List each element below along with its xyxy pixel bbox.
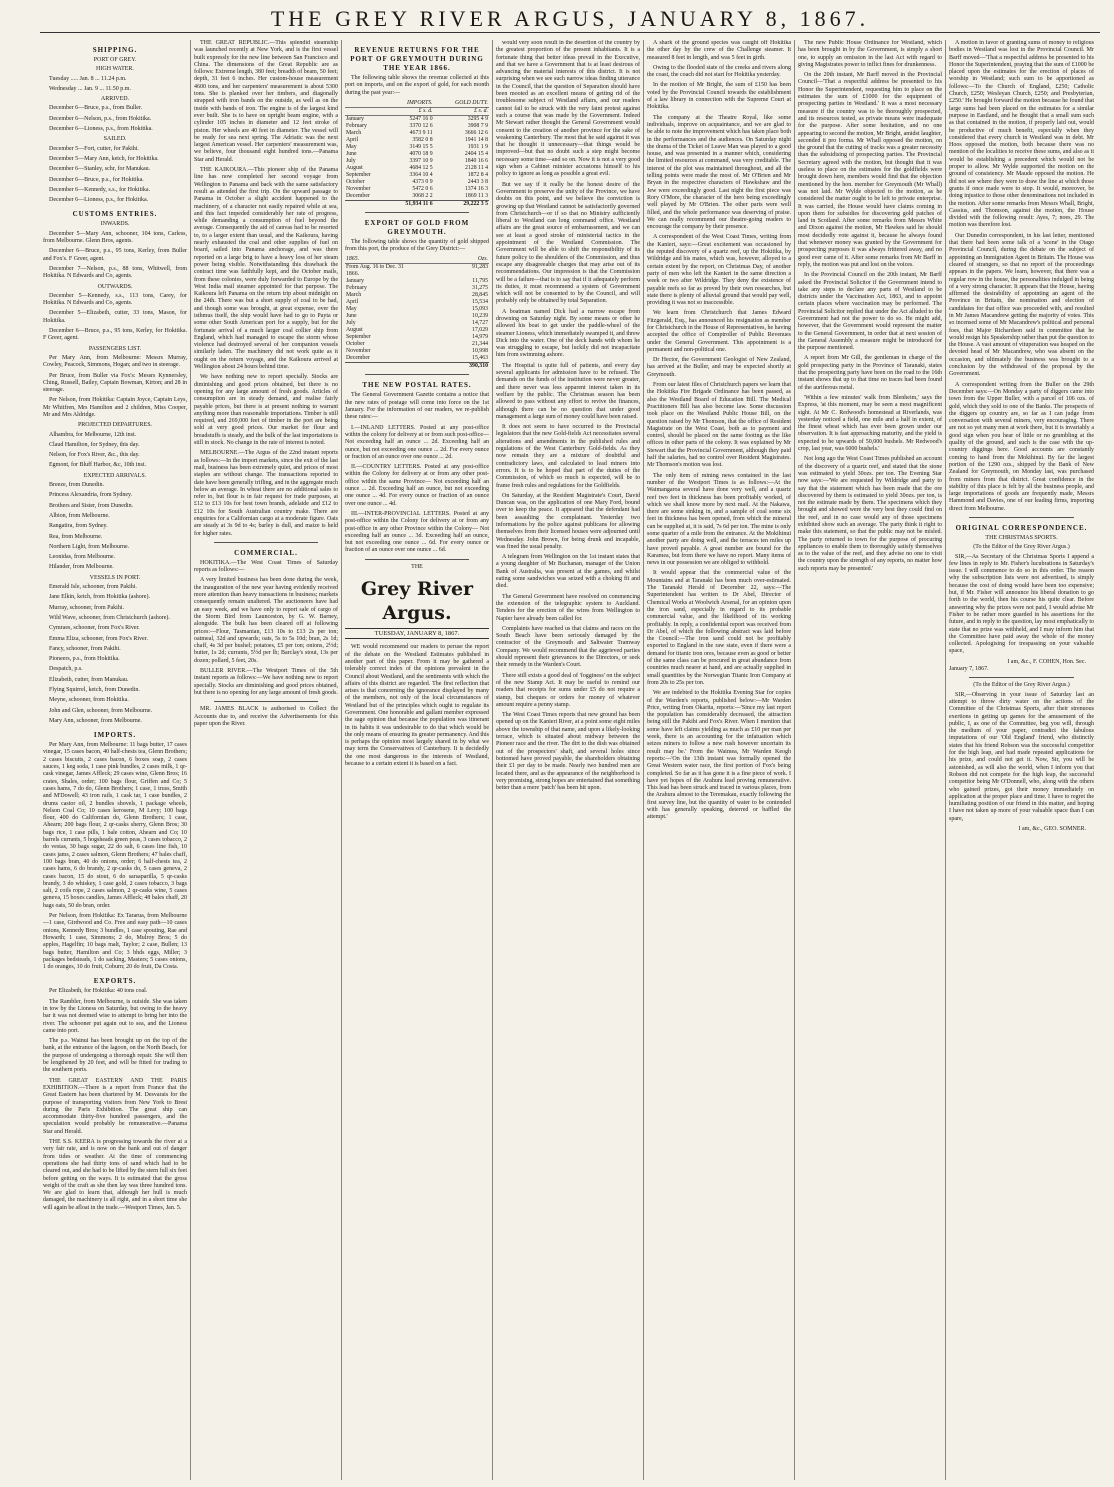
table-cell: June [346, 150, 357, 157]
editorial-paragraph: WE would recommend our readers to peruse the report of the debate on the Westland Estimates published in another part of this paper. From it may be gathered a tolerably correct index of the opinions prevalent in the Council about Westland, and the sentiments with which the affairs of this district are regarded. The first reflection that arises is that concerning the ignorance displayed by many of the members, not only of the local circumstances of Westland but of the principles which ought to regulate its Government. One honorable and gallant member expressed the sage opinion that because the population was itinerant in its habits it was undesirable to do that which would be the only means of ensuring its greater permanency. And this is perhaps the opinion most largely shared in by what we may term the Conservatives of Canterbury. It is decidedly the one most dangerous to the interests of Westland, because to a certain extent it is based on a fact. [345, 644, 489, 768]
news-paragraph: Dr Hector, the Government Geologist of New Zealand, has arrived at the Buller, and may be expected shortly at Greymouth. [647, 357, 791, 378]
letter-2-signature: I am, &c., GEO. SOMNER. [1018, 825, 1086, 832]
table-cell: 2443 3 8 [467, 178, 488, 185]
news-paragraph: Not long ago the West Coast Times published an account of the discovery of a quartz reef, and stated that the stone was estimated to yield 30ozs. per ton. The Evening Star now says:—'We are requested by Wildridge and party to say that the statement which has been made that the ore discovered by them is estimated to yield 30ozs. per ton, is not the estimate made by them. The specimens which they brought and showed were the very best they could find on the reef, and in no case would any of those specimens exhibited show such an average. The party think it right to make this statement, so that the public may not be misled. The party returned to town for the purpose of procuring appliances to enable them to thoroughly satisfy themselves as to the value of the reef, and they advise no one to visit the country upon the strength of any reports, no matter how such reports may be presented.' [798, 456, 942, 572]
table-cell: 3364 10 4 [409, 171, 433, 178]
table-cell: 4684 12 5 [409, 164, 433, 171]
table-row [345, 264, 489, 272]
postal-heading: THE NEW POSTAL RATES. [362, 381, 472, 390]
port-heading: PORT OF GREY. [93, 57, 137, 63]
editorial-paragraph: Complaints have reached us that claims and races on the South Beach have been seriously damaged by the contractor of the Greymouth and Saltwater Tramway Company. We would recommend that the aggrieved parties should represent their grievances to the Directors, or seek their remedy in the Warden's Court. [496, 625, 640, 669]
news-items [647, 40, 791, 822]
table-cell: May [346, 143, 357, 150]
table-cell: February [346, 285, 367, 292]
news-paragraph: The p.s. Wainui has been brought up on the top of the bank, at the entrance of the lagoon, on the North Beach, for the purpose of undergoing a thorough repair. She will then be lengthened by 20 feet, and will be fitted for trading to the southern ports. [43, 1038, 187, 1074]
table-cell: 11,795 [472, 278, 488, 285]
passengers-label: PASSENGERS LIST. [88, 345, 142, 352]
table-cell: June [346, 313, 357, 320]
news-items [194, 40, 338, 538]
vessel-entry: Emma Eliza, schooner, from Fox's River. [49, 635, 148, 642]
table-cell: 10,239 [472, 313, 488, 320]
vessel-entry: Jane Elkin, ketch, from Hokitika (ashore). [49, 594, 150, 601]
table-cell: 3149 15 5 [409, 143, 433, 150]
news-paragraph: On the 20th instant, Mr Barff moved in the Provincial Council—'That a respectful address be presented to his Honor the Superintendent, requesting him to place on the estimates the sum of £1000 for the equipment of prospecting parties in Westland.' It was a most necessary measure if the country was to be thoroughly prospected, and its resources tested, as private means were inadequate for the purpose. After some hesitation, and no one appearing to second the motion, Mr Bright, amidst laughter, seconded it pro forma. Mr Whall opposed the motion, on the ground that the cutting of tracks was a greater necessity than the subsidising of prospecting parties. The Provincial Secretary agreed with the motion, but thought that it was useless to place on the estimates for the goldfields were brought down here, members would find that the objection mentioned by the hon. member for Greymouth (Mr Whall) was not laid. Mr Wylde objected to the motion, as he considered the matter ought to be left to private enterprise. It was carried, the House would have claims coming in upon them for subsidies for discovering gold patches of land in Scotland. After some remarks from Messrs White and Dixon against the motion, Mr Hawkes said he should most decidedly vote against it, because he always found that whenever money was granted by the Government for prospecting purposes it was always frittered away, and no good ever came of it. After some remarks from Mr Barff in reply, the motion was put and lost on the voices. [798, 72, 942, 268]
news-paragraph: Our Dunedin correspondent, in his last letter, mentioned that there had been some talk of a 'scene' in the Otago Provincial Council, during the debate on the subject of appointing an Immigration Agent in Britain. The House was cleared of strangers, so that no report of the proceedings appears in the papers. We learn, however, that there was a regular row in the house, the personalities indulged in being of a very strong character. It appears that the House, having affirmed the desirability of appointing an agent of the Province in Britain, the nomination and election of candidates for that office was proceeded with, and resulted in Mr James Macandrew getting the majority of votes. This so incensed some of Mr Macandrew's political and personal foes, that Major Richardson said in committee that he would resign his Speakership rather than put the question to the House. A vast amount of vituperation was heaped on the devoted head of Mr Macandrew, who was absent on the occasion, and ultimately the business was brought to a conclusion by the withdrawal of the proposal by the Government. [949, 232, 1094, 378]
table-row [345, 355, 489, 363]
postal-paragraph: III.—INTER-PROVINCIAL LETTERS. Posted at any post-office within the Colony for delivery at or from any post-office in any other Province within the Colony— Not exceeding half an ounce ... 3d. Exceeding half an ounce, but not exceeding one ounce ... 6d. For every ounce or fraction of an ounce over one ounce ... 6d. [345, 510, 489, 554]
table-cell: Ozs. [452, 256, 489, 264]
news-paragraph: Owing to the flooded state of the creeks and rivers along the coast, the coach did not start for Hokitika yesterday. [647, 64, 791, 79]
inwards-entry: December 7—Nelson, p.s., 88 tons, Whitwell, from Hokitika. N Edwards and Co, agents. [43, 265, 187, 280]
correspondence-heading: ORIGINAL CORRESPONDENCE. [955, 524, 1088, 532]
customs-heading: CUSTOMS ENTRIES. [72, 210, 158, 219]
table-cell: March [346, 129, 362, 136]
vessel-entry: Emerald Isle, schooner, from Pakihi. [49, 584, 137, 591]
letter-1-address: (To the Editor of the Grey River Argus.) [973, 544, 1070, 551]
table-cell: October [346, 178, 365, 185]
editorial-paragraph: It does not seem to have occurred to the Provincial legislators that the new Gold-fields Act necessitates several alterations and amendments in the published rules and regulations of the West Canterbury Gold-fields. As they now remain they are a mixture of doubtful and contradictory laws, and calculated to lead miners into errors. It is to be hoped that part of the duties of the Commission, of which so much is expected, will be to frame fresh rules and regulations for the Goldfields. [496, 424, 640, 489]
table-cell: 31,275 [472, 285, 488, 292]
table-cell: 29,222 3 5 [434, 200, 489, 208]
table-cell: 3370 12 6 [409, 122, 433, 129]
editorial-paragraph: There still exists a good deal of 'fogginess' on the subject of the new Stamp Act. It may be useful to remind our readers that receipts for sums under £5 do not require a stamp, but cheques or orders for money of whatever amount require a penny stamp. [496, 672, 640, 708]
inwards-entry: December 5—Mary Ann, schooner, 104 tons, Carless, from Melbourne. Glenn Bros, agents. [43, 230, 187, 245]
table-cell: 15,534 [472, 299, 488, 306]
revenue-heading: REVENUE RETURNS FOR THE PORT OF GREYMOUTH DURING THE YEAR 1866. [350, 46, 484, 72]
vessel-entry: Fancy, schooner, from Pakihi. [49, 645, 121, 652]
table-row [345, 320, 489, 327]
table-cell: 1374 16 3 [464, 185, 488, 192]
exports-heading: EXPORTS. [93, 977, 137, 986]
table-cell: 14,727 [472, 320, 488, 327]
vessel-entry: Flying Squirrel, ketch, from Dunedin. [49, 687, 140, 693]
table-cell: 1941 14 8 [464, 136, 488, 143]
departure-entry: Nelson, for Fox's River, &c., this day. [49, 452, 140, 459]
table-cell: November [346, 348, 371, 355]
table-row [345, 306, 489, 313]
revenue-intro: The following table shows the revenue collected at this port on imports, and on the export of gold, for each month during the past year:— [345, 75, 489, 96]
sailing-entry: December 6—Lioness, p.s., for Hokitika. [49, 197, 149, 204]
news-paragraph: In the motion of Mr Bright, the sum of £150 has been voted by the Provincial Council towards the establishment of a law library in connection with the Supreme Court at Hokitika. [647, 82, 791, 111]
table-cell: 2128 11 4 [465, 164, 488, 171]
table-row [345, 123, 489, 130]
editorial-paragraph: The West Coast Times reports that new ground has been opened up on the Kanieri River, at a point some eight miles above the township of that name, and upon a likely-looking terrace, which is situated about midway between the Pioneer race and the river. The dirt to the dish was obtained out of the prospectors' shaft, and several holes since bottomed have proved payable, the shareholders obtaining their £1 per day to be made. Nearly two hundred men are located there, and as the appearance of the neighborhood is very promising, strong hopes are entertained that something better than a mere 'patch' has been hit upon. [496, 712, 640, 792]
sailing-entry: December 6—Stanley, schr, for Manukau. [49, 166, 151, 173]
table-cell: August [346, 164, 363, 171]
news-items [949, 40, 1094, 513]
table-row [345, 165, 489, 172]
editorial-paragraph: The General Government have resolved on commencing the extension of the telegraphic system to Auckland. Tenders for the erection of the wires from Wellington to Napier have already been called for. [496, 593, 640, 622]
table-cell: 1872 8 4 [467, 171, 488, 178]
table-cell: 3397 10 9 [409, 157, 433, 164]
inwards-label: INWARDS. [100, 221, 130, 228]
gold-heading: EXPORT OF GOLD FROM GREYMOUTH. [364, 218, 470, 236]
postal-paragraph: I.—INLAND LETTERS. Posted at any post-office within the colony for delivery at or from such post-office— Not exceeding half an ounce ... 2d. Exceeding half an ounce, but not exceeding one ounce ... 2d. For every ounce or fraction of an ounce over one ounce ... 2d. [345, 424, 489, 460]
table-header-row [345, 107, 489, 115]
table-row [345, 327, 489, 334]
outwards-entry: December 5—Elizabeth, cutter, 33 tons, Mason, for Hokitika. [43, 310, 187, 324]
table-cell: 4373 0 9 [412, 178, 433, 185]
table-cell: 17,029 [472, 327, 488, 334]
news-paragraph: It would appear that the commercial value of the Mountains and at Taranaki has been much over-estimated. The Taranaki Herald of December 22, says:—The Superintendent has written to Dr Abel, Director of Chemical Works at Woolwich Arsenal, for an opinion upon the iron sand, especially in regard to its probable commercial value, and the likelihood of its working profitably. In reply, a confidential report was received from Dr Abel, of which the following abstract was laid before the Council:—The iron sand could not be profitably exported to England in the raw state, even if there were a demand for titanic iron ores, because even as good or better of the same class can be procured in great abundance from countries much nearer at hand, and are actually supplied in small quantities by the Norwegian Titanic Iron Company at from 20s to 25s per ton. [647, 570, 791, 686]
vessels-label: VESSELS IN PORT. [89, 574, 141, 581]
table-cell [345, 107, 387, 115]
table-cell: 390,310 [452, 363, 489, 371]
newspaper-columns [40, 40, 1100, 1480]
divider [365, 559, 469, 560]
table-cell: 3068 2 2 [412, 192, 433, 199]
news-paragraph: A correspondent writing from the Buller on the 29th December says:—On Monday a party of diggers came into town from the Upper Buller, with a parcel of 106 ozs. of gold, which they sold to one of the Banks. The prospects of the diggers up country are, so far as I can judge from conversation with several miners, very encouraging. There are not so yet many men at work there, but it is invariably a good sign when you hear of little or no grumbling at the quality of the ground, and such is the case with the up-country diggings here. Good accounts are constantly coming to hand from the Mokihinui. By far the largest portion of the 1290 ozs., shipped by the Bank of New Zealand for Greymouth, on Monday last, was purchased from miners from that district. Great confidence in the stability of this place is felt by all the business people, and large importations of goods are frequently made, Messrs Hammond and Davies, one of our leading firms, importing direct from Melbourne. [949, 381, 1094, 512]
inwards-list [43, 231, 187, 281]
table-cell: September [346, 334, 371, 341]
expected-list [43, 482, 187, 572]
sailing-entry: December 5—Fort, cutter, for Pakihi. [49, 145, 139, 152]
table-cell: September [346, 171, 371, 178]
arrival-expected-entry: Rea, from Melbourne. [49, 533, 103, 540]
sailing-entry: December 6—Bruce, p.s., for Hokitika. [49, 176, 144, 183]
shipping-news [43, 999, 187, 1212]
news-paragraph: The only item of mining news contained in the last number of the Westport Times is as follows:—At the Waimangaroa several have done very well, and a quartz reef two feet in thickness has been profitably worked, of which we shall know more by next mail. At the Nakawa, there are some sinking in, and a sample of coal some six feet in thickness has been opened, from which the mineral can be supplied at, it is said, 7s 6d per ton. The mine is only some quarter of a mile from the entrance. At the Mokihinui another party are doing well, and the terraces ten miles up have proved payable. A great number are bound for the Karamea, but from there we have no report. Many items of news in our possession we are obliged to withhold. [647, 472, 791, 567]
table-cell: April [346, 299, 359, 306]
editorial-paragraph: The Hospital is quite full of patients, and every day several applicants for admission have to be refused. The demands on the funds of the institution were never greater, and there never was less apparent interest taken in its welfare by the public. The Christmas season has been allowed to pass without any effort to revive the finances, although there can be no question that under good management a large sum of money could have been raised. [496, 362, 640, 420]
editorial-paragraph: On Saturday, at the Resident Magistrate's Court, David Duncan was, on the application of one Mary Ford, bound over to keep the peace. It appeared that the defendant had been assaulting the complainant. Yesterday two informations by the police against publicans for allowing themselves from their licensed houses were adjourned until Wednesday. John Brown, for being drunk and incapable, was fined the usual penalty. [496, 492, 640, 550]
vessel-entry: Pioneers, p.s., from Hokitika. [49, 656, 120, 663]
table-row [345, 271, 489, 278]
imports-text-2: Per Nelson, from Hokitika: Ex Tararua, from Melbourne—1 case, Girdwood and Co. Free and easy path—10 cases onions, Kennedy Bros; 3 bundles, 1 case spouting, Rae and Howarth; 1 case, Simmons; 2 do, Mulroy Bros; 5 do apples, Hagelfin; 10 bags malt, Taylor; 2 case, Bullen; 13 bags butter, Hamilton and Co; 3 bhds eggs, Miller; 3 packages bedsteads, 1 do sacking, Masters; 5 cases onions, 1 do oranges, 10 do fruit, Coburn; 20 do fruit, Da Costa. [43, 913, 187, 971]
table-row [345, 130, 489, 137]
arrival-entry: December 6—Bruce, p.s., from Buller. [49, 105, 143, 112]
news-paragraph: We are indebted to the Hokitika Evening Star for copies of the Warden's reports, published below:—Mr Warden Price, writing from Okarita, reports:—'Since my last report the population has considerably decreased, the attraction being still the Pakihi and Fox's River. When I mention that some have left claims yielding as much as £10 per man per week, there is an accounting for the infatuation which seizes miners to follow a new rush however uncertain its result may be.' From the Waimea, Mr Warden Keogh reports:—'On the 13th instant was formally opened the Great Western water race, the first portion of Fox's being completed. So far as it has gone it is a fine piece of work. I have yet hopes of the Arahura lead proving remunerative. This lead has been struck and traced in various places, from the Arahura almost to the Teremakau, exactly following the first survey line, but the quantity of water to be contended with has generally speaking, deterred or baffled the attempt.' [647, 690, 791, 821]
divider [969, 517, 1074, 518]
table-cell: January [346, 115, 365, 122]
projected-label: PROJECTED DEPARTURES. [77, 422, 153, 429]
column-6 [795, 40, 946, 1480]
table-cell [345, 363, 452, 371]
imports-heading: IMPORTS. [93, 731, 137, 740]
arrival-entry: December 6—Nelson, p.s., from Hokitika. [49, 115, 152, 122]
arrival-expected-entry: Princess Alexandria, from Sydney. [49, 492, 133, 499]
divider [365, 374, 469, 375]
table-row [345, 278, 489, 285]
news-paragraph: A motion in favor of granting sums of money to religious bodies in Westland was lost in the Provincial Council. Mr Barff moved—'That a respectful address be presented to his Honor the Superintendent, praying that the sum of £1000 be placed upon the estimates for the erection of places of worship in Westland; such sum to be apportioned as follows:—To the Church of England, £250; Catholic Church, £250; Wesleyan Church, £250; and Presbyterian, £250.' He brought forward the motion because he found that large sums had been placed on the estimates for a similar purpose in Eastland, and he thought that a small sum such as that contained in the motion, if properly laid out, would be productive of much benefit, especially when they considered that every church in Westland was in debt. Mr Hoos opposed the motion, both because there was no mention of the localities to receive these sums, and also as it would be establishing a precedent which would not be proper to allow. Mr Wylde supported the motion on the ground of consistency. Mr Maude opposed the motion. He did not see where they were to draw the line at which those grants if once made were to stop. It would, moreover, be doing injustice to those other denominations not included in the motion. After some remarks from Messrs Whall, Bright, Cassius, and Thomson, against the motion, the House divided with the following result: Ayes, 7; noes, 29. The motion was therefore lost. [949, 40, 1094, 229]
letter-1-signature: I am, &c., F. COHEN, Hon. Sec. [1007, 658, 1086, 665]
table-cell: April [346, 136, 359, 143]
table-cell: July [346, 157, 356, 164]
flag-the: THE [411, 563, 423, 570]
table-cell: 3295 4 9 [467, 115, 488, 122]
outwards-list [43, 293, 187, 343]
table-cell: December [346, 355, 370, 362]
commercial-heading: COMMERCIAL. [234, 548, 298, 557]
news-paragraph: The company at the Theatre Royal, like some individuals, improve on acquaintance, and we are glad to be able to note the improvement which has taken place both in the performances and the audiences. On Saturday night the drama of the Ticket of Leave Man was played to a good house, and was presented in a manner which, considering the limited resources at command, was very creditable. The interest of the plot was maintained throughout, and all the telling points were made the most of. Mr O'Brien and Mr Bryan in the respective characters of Hawkshaw and the Jew were exceedingly good. Last night the first piece was Rory O'More, the character of the hero being exceedingly well played by Mr O'Brien. The other parts were well filled, and the whole performance was deserving of praise. We can really recommend our theatre-going readers to encourage the company by their presence. [647, 114, 791, 231]
sailing-entry: December 6—Kennedy, s.s., for Hokitika. [49, 186, 151, 193]
tide-row: Tuesday ..... Jan. 8 ... 11.24 p.m. [49, 75, 127, 82]
table-header-row [345, 100, 489, 108]
table-row [345, 179, 489, 186]
table-row [345, 299, 489, 306]
table-row [345, 313, 489, 320]
news-paragraph: THE KAIKOURA.—This pioneer ship of the Panama line has now completed her second voyage from Wellington to Panama and back with the same satisfactory result as attended the first trip. On the upward passage to Panama in October a slight accident happened to the machinery, of a character not easily repaired while at sea, and this fact impeded considerably her rate of progress, while demanding a consumption of fuel beyond the average. Consequently the aid of canvas had to be resorted to, to a larger extent than usual, and the Kaikoura, having nearly exhausted the coal and other supplies of fuel on board, sailed into Panama anchorage, and was there reported on a large brig to have a heavy loss of her steam power being visible. Notwithstanding this drawback the contract time was faithfully kept, and the October mails, from these colonies, were duly forwarded to Europe by the West India mail steamer appointed for that purpose. The Kaikoura left Panama on the return trip about midnight on the 24th. There was but a short supply of coal to be had, and though some was brought, at great expense, over the isthmus itself, the ship would have had to go to Payta or some other South American port for a supply, but for the fortunate arrival of a much larger coal collier ship from England, which had managed to escape the storm whose violence had destroyed several of her companion vessels similarly laden. The machinery did not work quite as it ought on the return voyage, and the Kaikoura arrived at Wellington about 24 hours behind time. [194, 167, 338, 371]
table-cell: 4673 9 11 [409, 129, 433, 136]
divider [214, 542, 318, 543]
table-cell: GOLD DUTY. [434, 100, 489, 108]
news-paragraph: In the Provincial Council on the 20th instant, Mr Barff asked the Provincial Solicitor if the Government intend to take any steps to declare any parts of Westland to be districts under the Vaccination Act, 1863, and to appoint certain places where vaccination may be performed. The Provincial Solicitor replied that under the Act alluded to the Government had not the power to do so. He might add, however, that the Government would represent the matter to the General Government, in order that at next session of the General Assembly a measure might be introduced for the purpose mentioned. [798, 272, 942, 352]
news-paragraph: THE S.S. KEERA is progressing towards the river at a very fair rate, and is now on the bank and out of danger from tides or weather. At the time of commencing operations she had thirty tons of sand which had to be cleared out, and she had to be lifted by the stern full six feet before getting on the ways. It is estimated that the gross weight of the craft as she then lay was three hundred tons. We are glad to learn that, although her hull is much damaged, the machinery is all right, and in a short time she will again be afloat in the trade.—Westport Times, Jan. 5. [43, 1139, 187, 1211]
column-2 [191, 40, 342, 1480]
column-5 [644, 40, 795, 1480]
arrival-expected-entry: Rangatira, from Sydney. [49, 523, 108, 530]
vessel-entry: Elizabeth, cutter, from Manukau. [49, 676, 129, 683]
tide-list [43, 76, 187, 94]
commercial-items [194, 577, 338, 697]
table-cell: 5472 0 6 [412, 185, 433, 192]
table-cell: November [346, 185, 371, 192]
outwards-label: OUTWARDS. [97, 283, 133, 290]
passenger-entry: Per Nelson, from Hokitika: Captain Joyce, Captain Leys, Mr Whitfren, Mrs Hamilton and 2 children, Miss Cooper, Mr and Mrs Aldridge. [43, 397, 187, 418]
news-paragraph: We have nothing new to report specially. Stocks are diminishing and good prices obtained, but there is no opening for any large amount of fresh goods. Articles of consumption are in steady demand, and realise fairly payable prices, but there is at present nothing to warrant anything more than reasonable importations. Timber is still required, and 269,000 feet of timber in the port are being sold at very good prices. Our market for flour and breadstuffs is steady, and the bulk of the last importations is still in stock. No change in the rate of interest is noted. [194, 374, 338, 447]
column-7 [946, 40, 1097, 1480]
table-row [345, 186, 489, 193]
news-items [798, 40, 942, 573]
table-cell: 28,845 [472, 292, 488, 299]
table-row [345, 292, 489, 299]
expected-label: EXPECTED ARRIVALS. [83, 472, 147, 479]
table-cell: May [346, 306, 357, 313]
postal-items [345, 392, 489, 554]
table-row [345, 172, 489, 179]
outwards-entry: December 5—Kennedy, s.s., 113 tons, Carey, for Hokitika. N Edwards and Co, agents. [43, 292, 187, 307]
arrival-entry: December 6—Lioness, p.s., from Hokitika. [49, 126, 153, 133]
table-row [345, 341, 489, 348]
table-row [345, 158, 489, 165]
editorial-paragraph: would very soon result in the desertion of the country by the greatest proportion of the present inhabitants. It is a fortunate thing that better ideas prevail in the Executive, and that we have a Government that is at least desirous of advancing the material interests of this district. It is not surprising when we see such narrow ideas finding utterance in the Council, that the question of Separation should have been mooted as an excellent means of getting rid of the troublesome subject of Westland affairs, and our readers cannot fail to be struck with the very faint protest against such a course that was made by the Government. Indeed Mr Stewart rather thought the General Government would consent to the creation of another province for the sake of weakening Canterbury. The most that he said against it was that he thought it unnecessary—that things would be improved—but that no doubt such a step might become necessary some time—and so on. Now it is not a very good sign when a Cabinet minister accustoms himself to his policy to ignore as long as possible a great evil. [496, 40, 640, 178]
table-row [345, 193, 489, 201]
postal-paragraph: II.—COUNTRY LETTERS. Posted at any post-office within the Colony for delivery at or from any other post-office within the same Province— Not exceeding half an ounce ... 2d. Exceeding half an ounce, but not exceeding one ounce ... 4d. For every ounce or fraction of an ounce over one ounce ... 4d. [345, 464, 489, 507]
issue-date: TUESDAY, JANUARY 8, 1867. [345, 628, 489, 639]
sailing-entry: December 5—Mary Ann, ketch, for Hokitika. [49, 155, 159, 162]
table-cell: 2404 15 4 [464, 150, 488, 157]
editorial-paragraph: A telegram from Wellington on the 1st instant states that a young daughter of Mr Buchanan, manager of the Union Bank of Australia, was present at the games, and whilst eating some sandwiches was seized with a choking fit and died. [496, 554, 640, 590]
arrival-expected-entry: Hilander, from Melbourne. [49, 564, 114, 571]
passengers-list [43, 355, 187, 419]
table-cell: 51,934 11 6 [387, 200, 433, 208]
column-3 [342, 40, 493, 1480]
inwards-entry: December 6—Bruce, p.s., 95 tons, Kerley, from Buller and Fox's. F Greer, agent. [43, 248, 187, 262]
table-cell: 5247 16 0 [409, 115, 433, 122]
projected-list [43, 432, 187, 470]
column-1 [40, 40, 191, 1480]
revenue-table [345, 100, 489, 208]
table-cell: 15,093 [472, 306, 488, 313]
table-cell: IMPORTS. [387, 100, 433, 108]
arrival-expected-entry: Leonidas, from Melbourne. [49, 554, 115, 561]
vessel-entry: Cymraes, schooner, from Fox's River. [49, 625, 140, 632]
news-paragraph: We learn from Christchurch that James Edward Fitzgerald, Esq., has announced his resignation as member for Christchurch in the House of Representatives, he having accepted the office of Comptroller of Public Revenues under the General Government. This appointment is a permanent and non-political one. [647, 310, 791, 353]
arrived-list [43, 105, 187, 133]
table-cell [452, 271, 489, 278]
table-header-row [345, 256, 489, 264]
letter-1-date: January 7, 1867. [949, 666, 989, 673]
news-paragraph: The new Public House Ordinance for Westland, which has been brought in by the Government, is simply a short one, to supply an omission in the last Act with regard to giving Magistrates power to inflict fines for drunkenness. [798, 40, 942, 68]
sailed-list [43, 146, 187, 205]
table-cell: 1865. [345, 256, 452, 264]
table-cell: From Aug. 16 to Dec. 31 [346, 264, 404, 271]
column-4 [493, 40, 644, 1480]
passenger-entry: Per Mary Ann, from Melbourne: Messrs Murray, Cowley, Peacock, Simmons, Hogan; and two in steerage. [43, 354, 187, 369]
table-cell: February [346, 122, 367, 129]
table-row [345, 137, 489, 144]
table-total-row [345, 363, 489, 371]
table-row [345, 285, 489, 292]
table-cell: January [346, 278, 365, 285]
divider [214, 701, 318, 702]
news-paragraph: A shark of the ground species was caught off Hokitika the other day by the crew of the Challenge steamer. It measured 8 feet in length, and was 5 feet in girth. [647, 40, 791, 61]
newspaper-flag: Grey River Argus. [360, 578, 474, 625]
commercial-paragraph: BULLER RIVER.—The Westport Times of the 5th instant reports as follows:—We have nothing new to report specially. Stocks are diminishing and good prices obtained, but there is no opening for any large amount of fresh goods. [194, 668, 338, 696]
correspondence-subheading: THE CHRISTMAS SPORTS. [985, 535, 1058, 541]
commercial-sub: HOKITIKA.—The West Coast Times of Saturday reports as follows:— [194, 559, 338, 574]
arrival-expected-entry: Breeze, from Dunedin. [49, 482, 104, 489]
editorial [345, 644, 489, 768]
editorial-paragraph: But we say if it really be the honest desire of the Government to preserve the unity of the Province, we have doubts on this point, and we believe the conviction is growing up that Westland cannot be satisfactorily governed from Christchurch—or if so that no Ministry sufficiently liberal to Westland can long command office. Westland affairs are the great source of embarrassment, and we can see at least a good stroke of ministerial tactics in the appointment of the Westland Commission. The Government will be able to shift the responsibility of its future policy to the shoulders of the Commission, and thus escape any disagreeable charges that may arise out of its recommendations. Our impression is that the Commission will be a failure—that is to say that if it adequately perform its duties, it must recommend a system of Government which will not be consented to by the Council, and will probably only be obtained by total Separation. [496, 181, 640, 305]
news-paragraph: THE GREAT EASTERN AND THE PARIS EXHIBITION.—There is a report from France that the Great Eastern has been chartered by M. Desvarais for the purpose of transporting visitors from New York to Brest during the Paris Exhibition. The great ship can accommodate thirty-five hundred passengers, and the speculation would probably be remunerative.—Panama Star and Herald. [43, 1077, 187, 1135]
table-cell: 3666 12 6 [464, 129, 488, 136]
departure-entry: Egmont, for Bluff Harbor, &c, 10th inst. [49, 462, 146, 469]
table-cell [345, 200, 387, 208]
advertisement: MR. JAMES BLACK is authorised to Collect the Accounts due to, and receive the Advertisements for this paper upon the River. [194, 706, 338, 727]
editorial-continued [496, 40, 640, 792]
passenger-entry: Per Bruce, from Buller via Fox's: Messrs Kynnersley, Ching, Russell, Bailey, Captain Bowman, Kirton; and 28 in steerage. [43, 372, 187, 394]
table-cell: October [346, 341, 365, 348]
sailed-label: SAILED. [103, 136, 127, 143]
news-paragraph: From our latest files of Christchurch papers we learn that the Hokitika Fire Brigade Ordinance has been passed, as also the Westland Board of Education Bill. The Medical Practitioners Bill has also become law. Some discussion took place on the Westland Public House Bill, on the question raised by Mr Thomson, that the office of Resident Magistrate on the West Coast, both as to payment and control, should be placed on the same footing as the like offices in other parts of the colony. It was explained by Mr Stewart that the Provincial Government, although they paid half the salaries, had no control over Resident Magistrates. Mr Thomson's motion was lost. [647, 382, 791, 469]
table-cell: March [346, 292, 362, 299]
table-cell [345, 100, 387, 108]
table-cell: 4070 18 9 [409, 150, 433, 157]
tide-row: Wednesday ... Jan. 9 ... 11.50 p.m. [49, 85, 131, 92]
table-row [345, 348, 489, 355]
table-cell: August [346, 327, 363, 334]
arrival-expected-entry: Albion, from Melbourne. [49, 512, 110, 519]
letter-2-body: SIR,—Observing in your issue of Saturday last an attempt to throw dirty water on the actions of the Committee of the Christmas Sports, after their strenuous exertions in getting up games for the amusement of the public, I, as one of the Committee, beg you will, through the medium of your paper, contradict the fabulous imputations of our 'Old England' friend, who distinctly states that his friend Robson was the successful competitor for the high leap, and had made repeated applications for his prize, and could not get it. Now, Sir, you will be astonished, as will also the world, when I inform you that Robson did not compete for the high leap, the successful competitor being Mr O'Donnell, who, along with the others who gained prizes, got their money immediately on application at the proper place and time. I have to regret the humiliating position of our friend in this matter, and hoping I have not taken up more of your valuable space than I can spare, [949, 691, 1094, 822]
table-cell: 3908 7 9 [467, 122, 488, 129]
table-cell: £ s. d. [387, 107, 433, 115]
table-cell: 1840 16 6 [464, 157, 488, 164]
table-cell: 91,283 [472, 264, 488, 271]
table-cell: 21,344 [472, 341, 488, 348]
news-paragraph: The Rambler, from Melbourne, is outside. She was taken in tow by the Lioness on Saturday, but owing to the heavy bar it was not deemed wise to attempt to bring her into the river. The schooner put again out to sea, and the Lioness came into port. [43, 998, 187, 1034]
vessel-entry: Murray, schooner, from Pakihi. [49, 604, 125, 611]
table-row [345, 334, 489, 341]
shipping-heading: SHIPPING. [92, 46, 138, 54]
letter-1-body: SIR,—As Secretary of the Christmas Sports I append a few lines in reply to Mr. Fisher's lucubrations in Saturday's issue. I will commence to do so in this order. The reason why the subscription lists were not advertised, is simply because the cost of doing would have been too expensive; but, if Mr. Fisher will announce his liberal donation to go forth to the world, then his course his quite clear. Before answering why the prizes were not paid, I would advise Mr Fisher to be rather more guarded in his assertions for the future, and in reply to the question, lay most emphatically to state that no prize was withheld, and I may inform him that the Committee have paid away the whole of the money collected. Apologising for trespassing on your valuable space, [949, 553, 1094, 655]
table-cell: 14,979 [472, 334, 488, 341]
news-paragraph: A correspondent of the West Coast Times, writing from the Kanieri, says:—Great excitement was occasioned by the reputed discovery of a quartz reef, up the Hokitika, by Wildridge and his mates, which was, however, alloyed to a certain extent by the report, on Christmas Day, of another party of men who left the Kanieri in the same direction a week or two after Wildridge. They deny the existence of payable reefs so far as proved by their own researches, but state there is plenty of alluvial ground that would pay well, providing it was not so inaccessible. [647, 234, 791, 307]
commercial-paragraph: A very limited business has been done during the week, the inauguration of the new year having evidently received more attention than heavy transactions in business; markets consequently remain unaltered. The auctioneers have had an easy week, and we have only to report sale of cargo of the Storm Bird from Launceston, by G. W. Barney, alongside. The bulk has been cleared off at following prices:—Flour, Tasmanian, £13 10s to £13 2s per ton; oatmeal, 32d and upwards; oats, 5s to 5s 10d; bran, 2s 1d; chaff, 4s 3d per bushel; potatoes, £5 per ton; onions, 2½d; butter, 1s 2d; currants, 5½d per lb; Barclay's stout, 13s per dozen; pollard, 5 feet, 20s. [194, 577, 338, 664]
exports-text: Per Elizabeth, for Hokitika: 40 tons coal. [49, 988, 148, 995]
vessel-entry: John and Glen, schooner, from Melbourne. [49, 707, 153, 714]
postal-paragraph: The General Government Gazette contains a notice that the new rates of postage will come into force on the 1st January. For the information of our readers, we re-publish these rates:— [345, 392, 489, 421]
table-cell: December [346, 192, 370, 199]
table-cell: 10,998 [472, 348, 488, 355]
arrived-label: ARRIVED. [100, 96, 130, 103]
table-cell: July [346, 320, 356, 327]
imports-text: Per Mary Ann, from Melbourne: 11 bags butter, 17 cases vinegar, 15 cases bacon, 40 half-chests tea, Glenn Brothers; 2 cases biscuits, 2 cases bacon, 6 boxes soap, 2 cases sauces, 1 keg soda, 1 case pink bundles, 2 cases milk, 1 qr-cask vinegar, James Affleck; 29 cases wine, Glenn Bros; 16 crates, Shales, order; 100 bags flour, Griffen and Co; 5 cases hams, 7 do do, Glenn Brothers; 1 case, 1 truss, Smith and M'Dowell; 43 iron rails, 1 cask tar, 1 case bundles, 2 drums castor oil, 2 bundles shovels, 1 package wheels, Nelson Coal Co; 10 cases kerosene, M Levy; 100 bags flour, 400 do Californian do, Glenn Brothers; 1 case, Ahearn; 200 bags flour, 2 qr-casks sherry, Glenn Bros; 30 bags rice, 1 case pills, 1 bale cotton, Ahearn and Co; 10 barrels currants, 5 hogsheads green peas, 3 cases tobacco, 2 do vestas, 30 bags sugar, 22 do salt, 6 cases line fish, 10 cases jams, 2 cases salmon, Glenn Brothers; 47 bales chaff, 100 bags bran, 40 do onions, order; 6 half-chests tea, 2 cases hams, 6 do brandy, 2 qr-casks do, 5 cases geneva, 2 cases bacon, 15 do stout, 6 do sarsaparilla, 5 qr-casks brandy, 3 do whiskey, 1 case gold, 2 cases tobacco, 3 bags salt, 2 coils rope, 2 cases salmon, 2 qr-casks wine, 5 cases geneva, 15 boxes candles, James Affleck; 48 bales chaff, 20 bags oats, 50 do bran, order. [43, 742, 187, 909]
divider [365, 212, 469, 213]
gold-intro: The following table shows the quantity of gold shipped from this port, the produce of the Grey District:— [345, 238, 489, 253]
news-paragraph: MELBOURNE.—The Argus of the 22nd instant reports as follows:—In the import markets, since the exit of the last mail, business has been extremely quiet, and prices of most staples are without change. The transactions reported to date have been generally trifling, and in the aggregate much below an average. In wheat there are no additional sales to refer to, but flour is in fair request for trade purposes, at £12 to £13 10s for best town brands, adelaide and £12 to £12 10s for South Australian country make. There are enquiries for a Californian cargo at a moderate figure. Oats are steady at 3s 9d to 4s; barley is dull, and maize is held for higher rates. [194, 450, 338, 537]
outwards-entry: December 6—Bruce, p.s., 95 tons, Kerley, for Hokitika. F Greer, agent. [43, 328, 187, 342]
letter-2-address: (To the Editor of the Grey River Argus.) [973, 682, 1070, 689]
news-paragraph: 'Within a few minutes' walk from Blenheim,' says the Express, 'at this moment, may be seen a most magnificent sight. At Mr C. Redwood's homestead at Riverlands, was yesterday noticed a field, one mile and a half in extent, of the finest wheat which has ever been grown under our observation. It is fast approaching maturity, and the yield is expected to be upwards of 50,000 bushels. Mr Redwood's crop, last year, was 6000 bushels.' [798, 394, 942, 453]
vessel-entry: Meyne, schooner, from Hokitika. [49, 697, 129, 704]
masthead: THE GREY RIVER ARGUS, JANUARY 8, 1867. [40, 6, 1100, 33]
table-cell: 3582 0 8 [412, 136, 433, 143]
vessels-list [43, 584, 187, 725]
departure-entry: Alhambra, for Melbourne, 12th inst. [49, 431, 137, 438]
vessel-entry: Despatch, p.s. [49, 666, 83, 673]
arrival-expected-entry: Brothers and Sister, from Dunedin. [49, 502, 134, 509]
table-row [345, 151, 489, 158]
table-cell: 1866. [346, 271, 360, 278]
table-cell: 15,463 [472, 355, 488, 362]
arrival-expected-entry: Northern Light, from Melbourne. [49, 543, 130, 550]
news-paragraph: THE GREAT REPUBLIC.—This splendid steamship was launched recently at New York, and is the first vessel built expressly for the new line between San Francisco and China. The dimensions of the Great Republic are as follows: Extreme length, 380 feet; breadth of beam, 50 feet; depth, 31 feet 6 inches. Her custom-house measurement 4600 tons, and her carpenters' measurement is about 5300 tons. She is planked over her timbers, and diagonally strapped with iron bands on the outside, as well as on the inside with bands of iron. The engine is of the largest kind ever built. She is to have on upright beam engine, with a cylinder 105 inches in diameter and 12 feet stroke of piston. Her wheels are 40 feet in diameter. The vessel will be ready for sea next spring. The Adriatic was the next largest American vessel. Her carpenters' measurement was, we believe, four thousand eight hundred tons.—Panama Star and Herald. [194, 40, 338, 163]
table-total-row [345, 200, 489, 208]
table-cell: 1869 11 3 [465, 192, 488, 199]
vessel-entry: Wild Wave, schooner, from Christchurch (ashore). [49, 614, 170, 621]
vessel-entry: Mary Ann, schooner, from Melbourne. [49, 717, 142, 724]
table-cell: 1931 1 9 [467, 143, 488, 150]
divider [969, 677, 1074, 678]
editorial-paragraph: A boatman named Dick had a narrow escape from drowning on Saturday night. By some means or other he allowed his boat to get under the paddle-wheel of the steamer Lioness, which immediately swamped it, and threw Dick into the water. One of the deck hands with whom he was struggling to escape, but luckily did not incapacitate him from swimming ashore. [496, 308, 640, 359]
table-cell: £ s. d. [434, 107, 489, 115]
news-paragraph: A report from Mr Gill, the gentleman in charge of the gold prospecting party in the Province of Taranaki, states that the prospecting party have been on the road to the 16th instant shows that up to that time no traces had been found of the auriferous metal. [798, 355, 942, 391]
departure-entry: Claud Hamilton, for Sydney, this day. [49, 441, 140, 448]
table-row [345, 144, 489, 151]
highwater-label: HIGH WATER. [96, 66, 134, 73]
table-row [345, 115, 489, 123]
gold-table [345, 256, 489, 370]
